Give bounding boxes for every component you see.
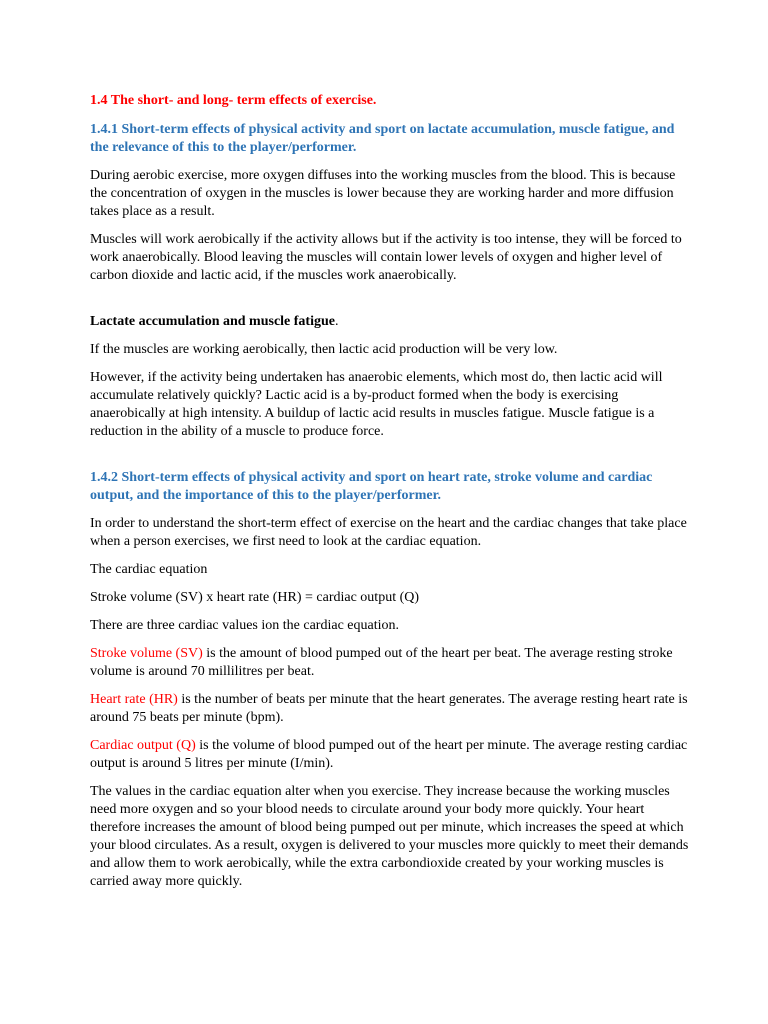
section-1-paragraph-3: If the muscles are working aerobically, then lactic acid production will be very low. [90,342,558,357]
heart-rate-text: is the number of beats per minute that the heart generates. The average resting heart rate is around 75 beats per minute (bpm). [90,692,688,725]
heart-rate-definition [90,691,690,727]
section-2-heading: 1.4.2 Short-term effects of physical activity and sport on heart rate, stroke volume and cardiac output, and the importance of this to the player/performer. [90,470,653,503]
section-1-heading: 1.4.1 Short-term effects of physical activity and sport on lactate accumulation, muscle fatigue, and the relevance of this to the player/performer. [90,122,675,155]
section-1-paragraph-4: However, if the activity being undertaken has anaerobic elements, which most do, then lactic acid will accumulate relatively quickly? Lactic acid is a by-product formed when the body is exercising anaerobically at high intensity. A buildup of lactic acid results in muscles fatigue. Muscle fatigue is a reduction in the ability of a muscle to produce force. [90,370,663,439]
lactate-subheading [90,313,690,331]
section-2-paragraph-5: The values in the cardiac equation alter when you exercise. They increase because the working muscles need more oxygen and so your blood needs to circulate around your body more quickly. Your heart therefore increases the amount of blood being pumped out per minute, which increases the speed at which your blood circulates. As a result, oxygen is delivered to your muscles more quickly to meet their demands and allow them to work aerobically, while the extra carbondioxide created by your working muscles is carried away more quickly. [90,784,689,889]
cardiac-equation-label: The cardiac equation [90,562,208,577]
lactate-subheading-tail: . [334,314,339,329]
section-1-paragraph-2: Muscles will work aerobically if the activity allows but if the activity is too intense, they will be forced to work anaerobically. Blood leaving the muscles will contain lower levels of oxygen and higher level of carbon dioxide and lactic acid, if the muscles work anaerobically. [90,232,682,283]
cardiac-equation: Stroke volume (SV) x heart rate (HR) = cardiac output (Q) [90,590,420,605]
stroke-volume-definition [90,645,690,681]
cardiac-output-text: is the volume of blood pumped out of the heart per minute. The average resting cardiac output is around 5 litres per minute (I/min). [90,738,688,771]
lactate-subheading-bold: Lactate accumulation and muscle fatigue [90,314,335,329]
cardiac-output-term: Cardiac output (Q) [90,738,196,753]
heart-rate-term: Heart rate (HR) [90,692,178,707]
blank-line [90,451,690,469]
stroke-volume-term: Stroke volume (SV) [90,646,203,661]
main-heading: 1.4 The short- and long- term effects of exercise. [90,93,377,108]
section-2-paragraph-1: In order to understand the short-term effect of exercise on the heart and the cardiac changes that take place when a person exercises, we first need to look at the cardiac equation. [90,516,687,549]
cardiac-output-definition [90,737,690,773]
stroke-volume-text: is the amount of blood pumped out of the heart per beat. The average resting stroke volume is around 70 millilitres per beat. [90,646,673,679]
section-2-paragraph-4: There are three cardiac values ion the cardiac equation. [90,618,399,633]
document-page [90,92,690,901]
section-1-paragraph-1: During aerobic exercise, more oxygen diffuses into the working muscles from the blood. This is because the concentration of oxygen in the muscles is lower because they are working harder and more diffusion takes place as a result. [90,168,676,219]
blank-line [90,295,690,313]
